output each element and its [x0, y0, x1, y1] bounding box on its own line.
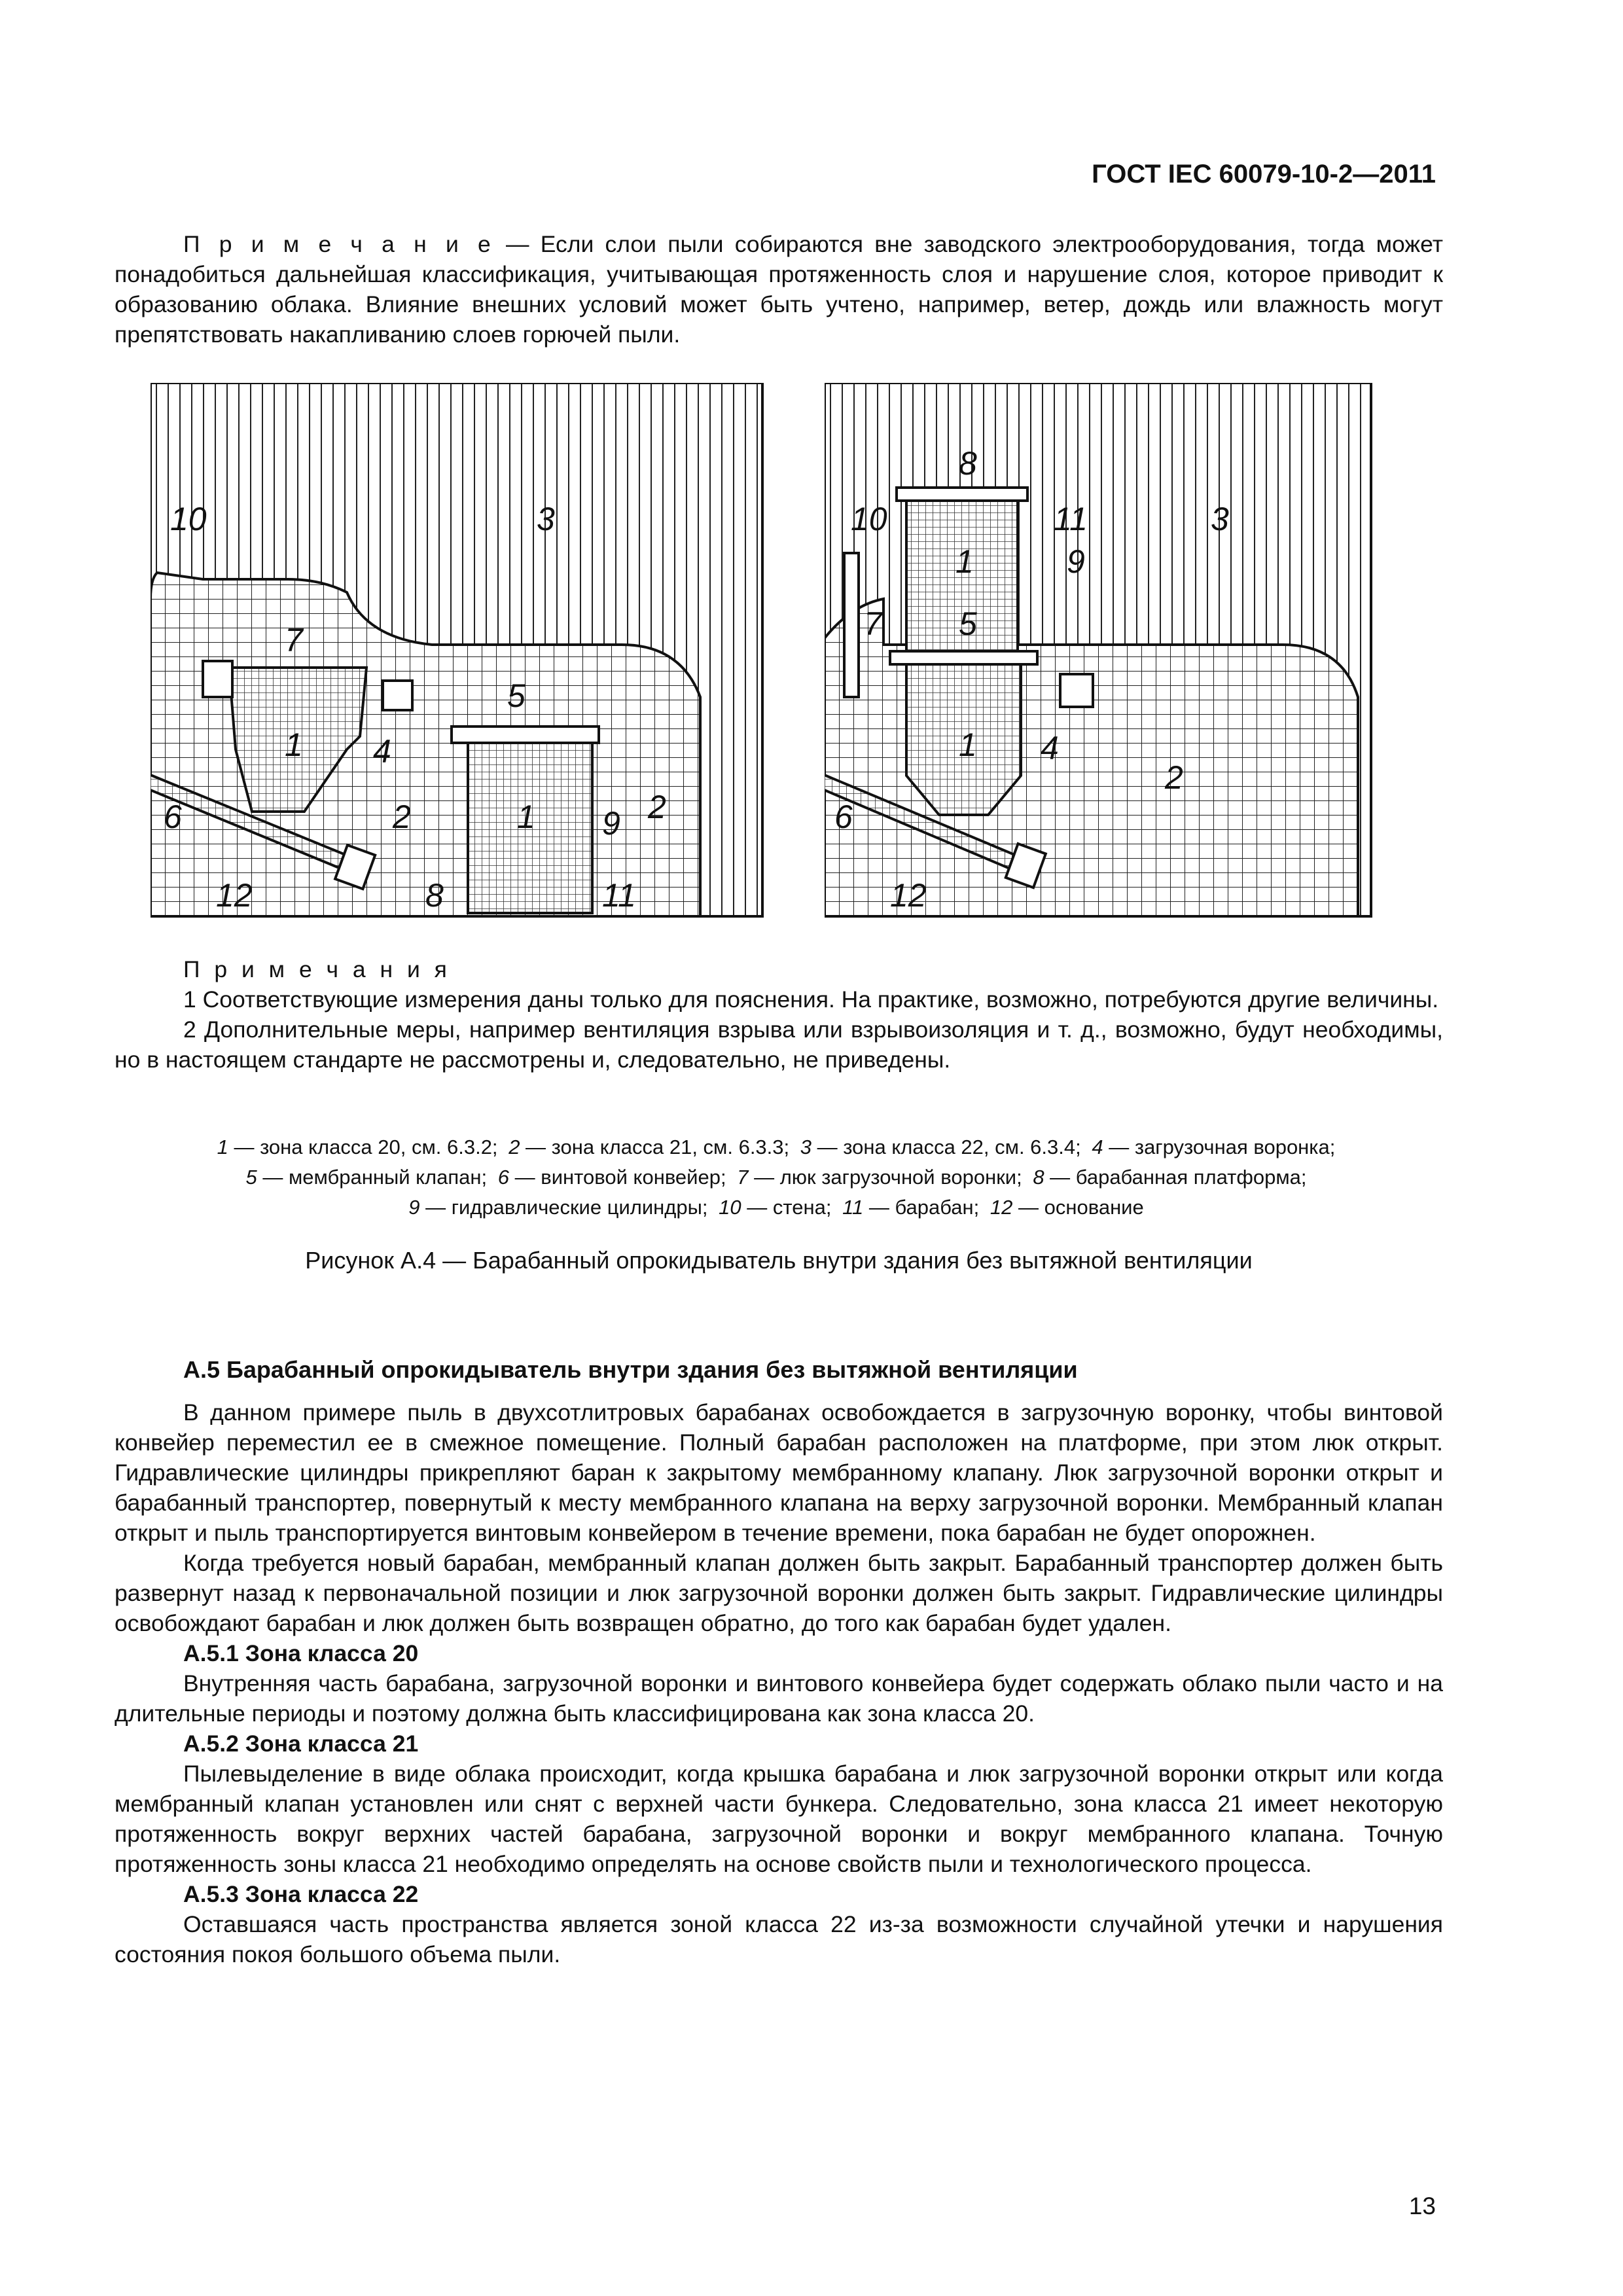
hopper-hatch-icon: [203, 661, 232, 697]
note-text: — Если слои пыли собираются вне заводского электрооборудования, тогда может понадобиться дальнейшая классификация, учитывающая протяженность слоя и нарушение слоя, которое приводит к образованию облака. Влияние внешних условий может быть учтено, например, ветер, дождь или влажность могут препятствовать накапливанию слоев горючей пыли.: [115, 231, 1443, 348]
zone-21-area: [825, 599, 1358, 916]
label-10: 10: [851, 501, 887, 537]
label-9: 9: [602, 805, 620, 842]
figure-right: [825, 383, 1374, 920]
label-7: 7: [285, 622, 303, 658]
label-11: 11: [1054, 501, 1088, 537]
label-11: 11: [602, 877, 636, 914]
section-paragraph-2: Когда требуется новый барабан, мембранный клапан должен быть закрыт. Барабанный транспортер должен быть развернут назад к первоначальной позиции и люк загрузочной воронки должен быть закрыт. Гидравлические цилиндры освобождают барабан и люк должен быть возвращен обратно, до того как барабан будет удален.: [115, 1550, 1443, 1636]
section-body: [115, 1397, 1443, 1969]
subsection-title-2: А.5.2 Зона класса 21: [183, 1731, 419, 1757]
label-5: 5: [507, 677, 526, 714]
note-label: П р и м е ч а н и е: [183, 231, 495, 257]
label-5: 5: [959, 605, 977, 642]
legend-line-2: 5 — мембранный клапан; 6 — винтовой конвейер; 7 — люк загрузочной воронки; 8 — барабанная платформа;: [245, 1166, 1307, 1189]
subsection-text-3: Оставшаяся часть пространства является зоной класса 22 из-за возможности случайной утечки и нарушения состояния покоя большого объема пыли.: [115, 1911, 1443, 1967]
label-1-drum: 1: [517, 798, 535, 835]
label-7: 7: [864, 605, 882, 642]
label-1-drum: 1: [955, 543, 974, 580]
label-12: 12: [216, 877, 253, 914]
subsection-title-3: А.5.3 Зона класса 22: [183, 1881, 419, 1907]
label-1: 1: [959, 726, 977, 763]
subsection-text-2: Пылевыделение в виде облака происходит, когда крышка барабана и люк загрузочной воронки открыт или когда мембранный клапан установлен или снят с верхней части бункера. Следовательно, зона класса 21 имеет некоторую протяженность вокруг верхних частей барабана, загрузочной воронки и вокруг мембранного клапана. Точную протяженность зоны класса 21 необходимо определять на основе свойств пыли и технологического процесса.: [115, 1761, 1443, 1877]
label-9: 9: [1067, 543, 1085, 580]
figure-caption: Рисунок А.4 — Барабанный опрокидыватель внутри здания без вытяжной вентиляции: [305, 1247, 1253, 1274]
subsection-title-1: А.5.1 Зона класса 20: [183, 1640, 419, 1666]
label-3: 3: [1211, 501, 1229, 537]
legend-line-3: 9 — гидравлические цилиндры; 10 — стена; 11 — барабан; 12 — основание: [408, 1196, 1144, 1219]
valve-bracket-icon: [1060, 674, 1093, 707]
legend-line-1: 1 — зона класса 20, см. 6.3.2; 2 — зона класса 21, см. 6.3.3; 3 — зона класса 22, см. 6.3.4; 4 — загрузочная воронка;: [217, 1136, 1336, 1158]
document-code: ГОСТ IEC 60079-10-2—2011: [1092, 160, 1436, 188]
figure-legend: [115, 1132, 1443, 1223]
label-8: 8: [425, 877, 444, 914]
hatch-arm-icon: [844, 553, 859, 697]
label-4: 4: [373, 733, 391, 770]
figure-notes: [115, 954, 1443, 1075]
page-number: 13: [1408, 2193, 1436, 2219]
label-2-right: 2: [648, 789, 666, 825]
notes-title: П р и м е ч а н и я: [183, 956, 451, 982]
label-8: 8: [959, 445, 977, 482]
membrane-valve: [890, 651, 1037, 664]
drum-platform: [897, 488, 1027, 501]
figure-left: [151, 383, 766, 920]
label-6: 6: [164, 798, 182, 835]
section-paragraph-1: В данном примере пыль в двухсотлитровых барабанах освобождается в загрузочную воронку, чтобы винтовой конвейер переместил ее в смежное помещение. Полный барабан расположен на платформе, при этом люк открыт. Гидравлические цилиндры прикрепляют баран к закрытому мембранному клапану. Люк загрузочной воронки открыт и барабанный транспортер, повернутый к месту мембранного клапана на верху загрузочной воронки. Мембранный клапан открыт и пыль транспортируется винтовым конвейером в течение времени, пока барабан не будет опорожнен.: [115, 1399, 1443, 1546]
note-item-2: 2 Дополнительные меры, например вентиляция взрыва или взрывоизоляция и т. д., возможно, будут необходимы, но в настоящем стандарте не рассмотрены и, следовательно, не приведены.: [115, 1016, 1443, 1073]
label-4: 4: [1041, 730, 1059, 766]
subsection-text-1: Внутренняя часть барабана, загрузочной воронки и винтового конвейера будет содержать облако пыли часто и на длительные периоды и поэтому должна быть классифицирована как зона класса 20.: [115, 1670, 1443, 1727]
label-2: 2: [1165, 759, 1183, 796]
label-2: 2: [393, 798, 411, 835]
label-3: 3: [537, 501, 555, 537]
top-note: [115, 229, 1443, 350]
label-12: 12: [890, 877, 927, 914]
label-1: 1: [285, 726, 303, 763]
label-10: 10: [170, 501, 207, 537]
section-heading: А.5 Барабанный опрокидыватель внутри здания без вытяжной вентиляции: [183, 1356, 1078, 1383]
drum-platform: [452, 726, 599, 743]
label-6: 6: [834, 798, 853, 835]
note-item-1: 1 Соответствующие измерения даны только для пояснения. На практике, возможно, потребуются другие величины.: [183, 986, 1439, 1013]
valve-bracket-icon: [383, 681, 412, 710]
